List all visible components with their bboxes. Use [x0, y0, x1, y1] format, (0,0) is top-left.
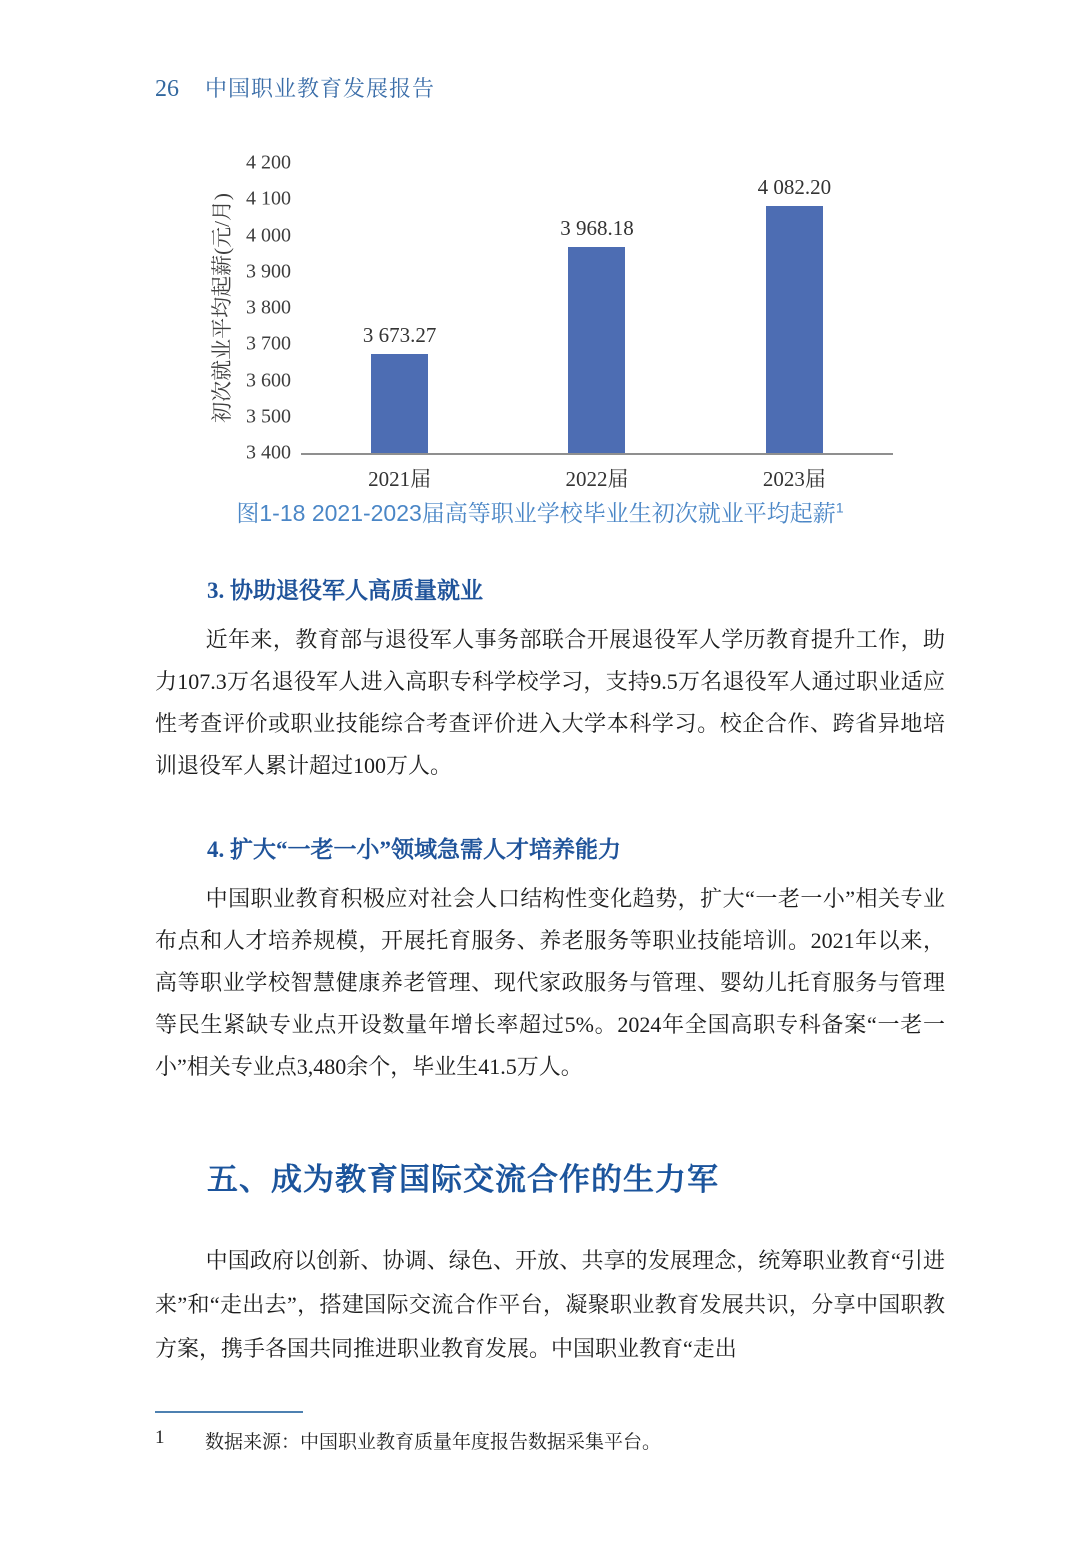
x-axis-label: 2022届 — [565, 467, 629, 491]
chapter-heading: 五、成为教育国际交流合作的生力军 — [207, 1162, 719, 1197]
y-tick-label: 3 600 — [246, 369, 291, 391]
y-tick-label: 4 000 — [246, 224, 291, 246]
y-tick-label: 4 200 — [246, 151, 291, 174]
y-tick-label: 3 800 — [246, 296, 291, 319]
section-paragraph-3: 近年来，教育部与退役军人事务部联合开展退役军人学历教育提升工作，助力107.3万名退役军人进入高职专科学校学习，支持9.5万名退役军人通过职业适应性考查评价或职业技能综合考查评价进入大学本科学习。校企合作、跨省异地培训退役军人累计超过100万人。 — [155, 627, 945, 778]
section-heading-4: 4. 扩大“一老一小”领域急需人才培养能力 — [207, 837, 621, 862]
footnote-marker: 1 — [155, 1427, 165, 1448]
bar — [568, 247, 625, 453]
bar-chart — [203, 151, 1080, 491]
chapter-paragraph: 中国政府以创新、协调、绿色、开放、共享的发展理念，统筹职业教育“引进来”和“走出去”，搭建国际交流合作平台，凝聚职业教育发展共识，分享中国职教方案，携手各国共同推进职业教育发展。中国职业教育“走出 — [155, 1248, 945, 1361]
running-header — [0, 72, 1080, 103]
footnote — [0, 1427, 1080, 1454]
y-tick-label: 3 400 — [246, 441, 291, 464]
bar-group — [362, 322, 437, 491]
footnote-divider — [155, 1411, 303, 1413]
section-paragraph-4: 中国职业教育积极应对社会人口结构性变化趋势，扩大“一老一小”相关专业布点和人才培养规模，开展托育服务、养老服务等职业技能培训。2021年以来，高等职业学校智慧健康养老管理、现代家政服务与管理、婴幼儿托育服务与管理等民生紧缺专业点开设数量年增长率超过5%。2024年全国高职专科备案“一老一小”相关专业点3,480余个，毕业生41.5万人。 — [155, 886, 945, 1079]
y-axis-title — [203, 163, 239, 453]
plot-area — [301, 163, 893, 491]
bar — [371, 354, 428, 453]
bar-group — [757, 174, 832, 491]
figure-caption-footnote-ref: 1 — [835, 499, 844, 516]
y-axis-ticks — [239, 151, 301, 464]
y-tick-label: 3 500 — [246, 405, 291, 428]
bar-value-label: 4 082.20 — [757, 174, 832, 199]
x-axis-label: 2021届 — [368, 467, 432, 491]
y-tick-label: 3 700 — [246, 332, 291, 355]
page-content — [0, 572, 1080, 1371]
page-number: 26 — [155, 76, 179, 102]
figure-caption-text: 图1-18 2021-2023届高等职业学校毕业生初次就业平均起薪 — [236, 500, 836, 526]
footnote-text: 数据来源：中国职业教育质量年度报告数据采集平台。 — [205, 1432, 662, 1453]
y-tick-label: 3 900 — [246, 260, 291, 283]
x-axis-label: 2023届 — [762, 467, 826, 491]
y-tick-label: 4 100 — [246, 187, 291, 210]
section-heading-3: 3. 协助退役军人高质量就业 — [207, 578, 483, 603]
y-axis-title-text: 初次就业平均起薪(元/月) — [210, 193, 234, 423]
bar — [766, 206, 823, 453]
report-title: 中国职业教育发展报告 — [205, 76, 436, 101]
figure-caption — [0, 495, 1080, 528]
bar-value-label: 3 673.27 — [362, 322, 437, 347]
bar-group — [560, 216, 634, 491]
bar-value-label: 3 968.18 — [560, 216, 634, 241]
